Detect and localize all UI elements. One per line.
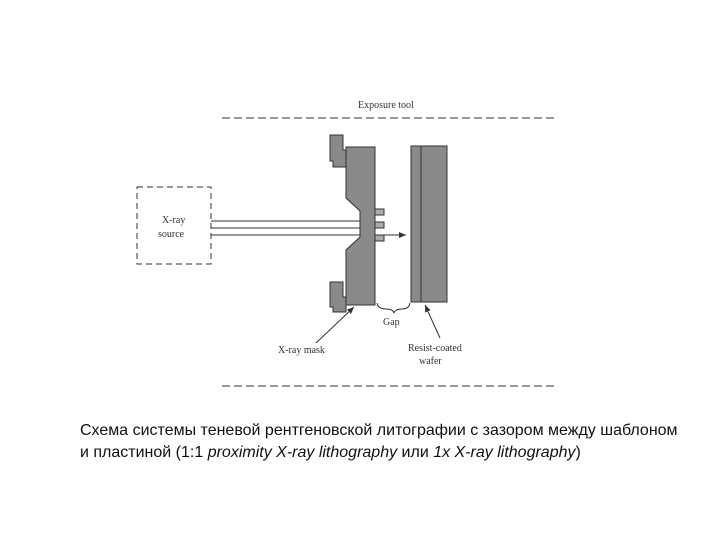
- wafer-label-line2: wafer: [419, 356, 442, 367]
- xray-mask: [330, 135, 384, 312]
- gap-label: Gap: [383, 317, 400, 328]
- mask-absorber-3: [375, 235, 384, 241]
- mask-body: [346, 147, 375, 305]
- xray-source-label-line2: source: [158, 229, 185, 240]
- wafer-substrate: [421, 146, 447, 302]
- caption-term-1x: 1x X-ray lithography: [433, 444, 576, 461]
- mask-bottom-flange: [330, 282, 346, 312]
- exposure-tool-label: Exposure tool: [358, 100, 414, 111]
- wafer-label-line1: Resist-coated: [408, 343, 462, 354]
- xray-source-label-line1: X-ray: [162, 215, 186, 226]
- mask-absorber-2: [375, 222, 384, 228]
- caption-text-or: или: [397, 444, 434, 461]
- caption-text-1: Схема системы теневой рентгеновской литографии с зазором между шаблоном и пластиной (1:1: [80, 422, 678, 461]
- caption-text-close: ): [575, 444, 581, 461]
- gap-brace: [377, 303, 410, 313]
- mask-top-flange: [330, 135, 346, 167]
- xray-mask-label: X-ray mask: [278, 345, 325, 356]
- caption: [80, 420, 680, 464]
- mask-absorber-1: [375, 209, 384, 215]
- caption-term-proximity: proximity X-ray lithography: [207, 444, 398, 461]
- wafer-resist-layer: [411, 146, 421, 302]
- wafer-pointer-arrow: [425, 305, 440, 338]
- resist-coated-wafer: [411, 146, 447, 302]
